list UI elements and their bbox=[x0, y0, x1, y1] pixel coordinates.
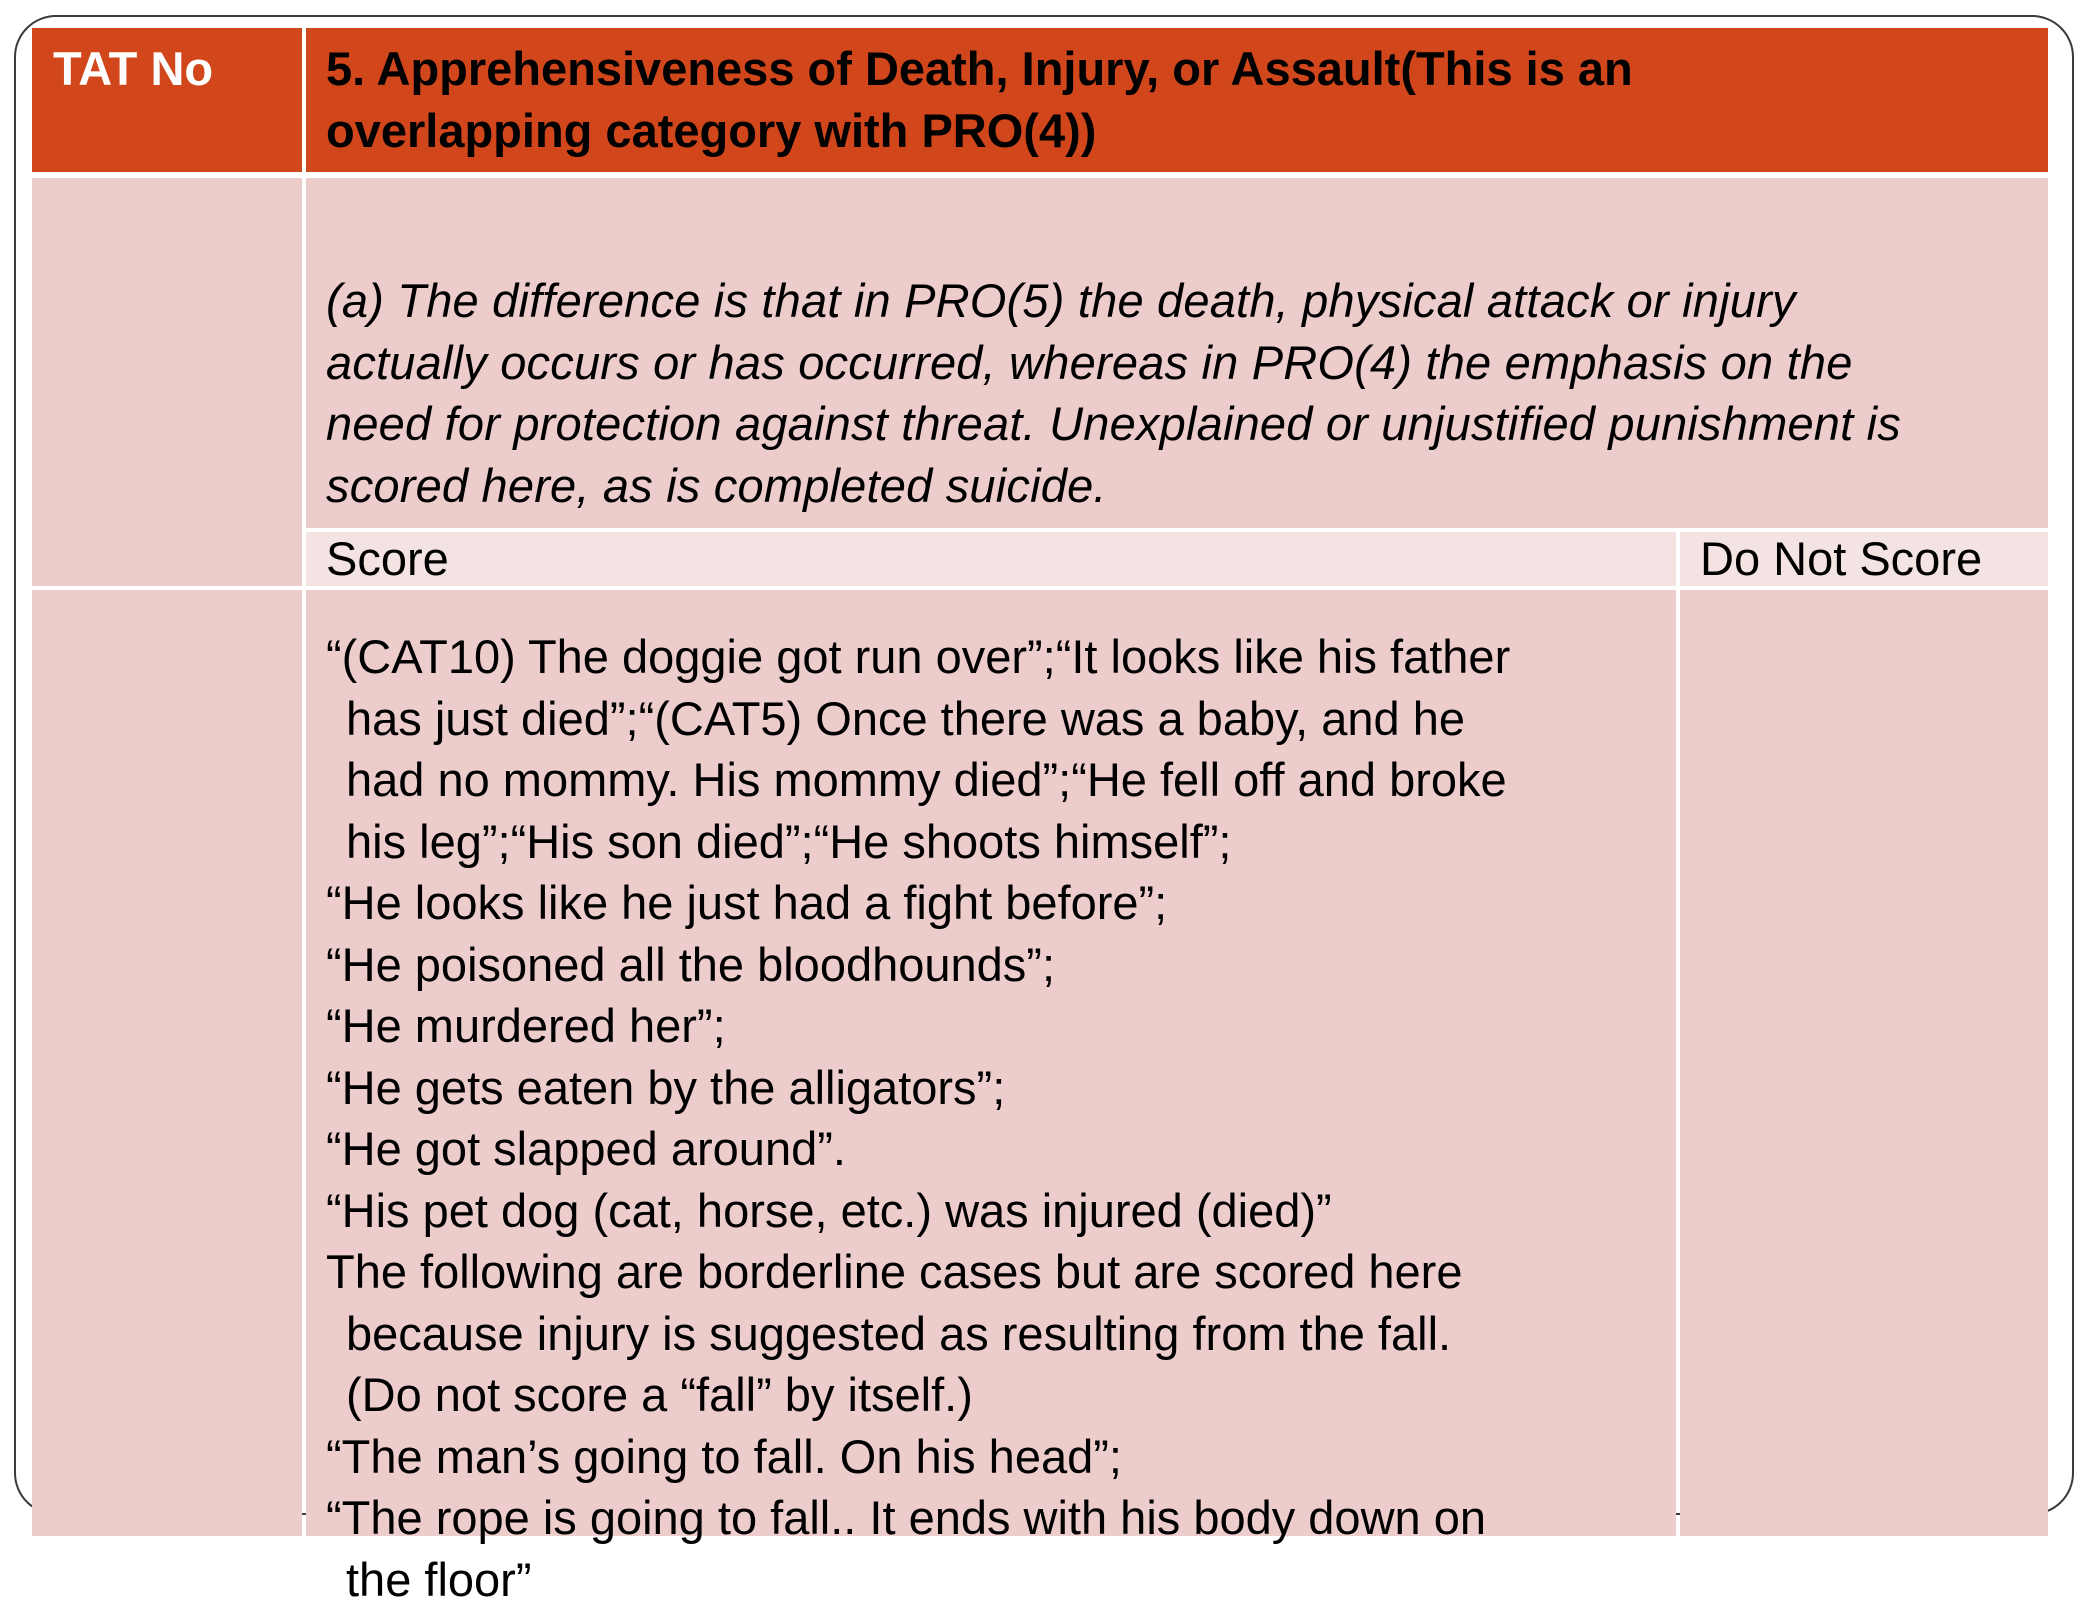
description-text bbox=[326, 270, 2048, 516]
score-column-header bbox=[306, 532, 1676, 586]
score-line: The following are borderline cases but are scored here bbox=[326, 1241, 1676, 1303]
score-line: “He gets eaten by the alligators”; bbox=[326, 1057, 1676, 1119]
header-cell-title bbox=[306, 28, 2048, 172]
score-line: “His pet dog (cat, horse, etc.) was injured (died)” bbox=[326, 1180, 1676, 1242]
description-line: scored here, as is completed suicide. bbox=[326, 455, 2048, 517]
score-line: has just died”;“(CAT5) Once there was a baby, and he bbox=[326, 688, 1676, 750]
tat-no-label: TAT No bbox=[53, 42, 213, 95]
description-cell bbox=[306, 178, 2048, 528]
do-not-score-examples-cell bbox=[1680, 590, 2048, 1536]
scoring-table bbox=[32, 28, 2048, 1536]
do-not-score-column-header bbox=[1680, 532, 2048, 586]
description-line: actually occurs or has occurred, whereas in PRO(4) the emphasis on the bbox=[326, 332, 2048, 394]
score-line: (Do not score a “fall” by itself.) bbox=[326, 1364, 1676, 1426]
header-cell-tat bbox=[32, 28, 302, 172]
score-examples-text bbox=[326, 626, 1676, 1610]
description-line: (a) The difference is that in PRO(5) the death, physical attack or injury bbox=[326, 270, 2048, 332]
tat-cell-empty-1 bbox=[32, 178, 302, 586]
score-label: Score bbox=[326, 532, 449, 585]
score-line: the floor” bbox=[326, 1549, 1676, 1610]
score-line: “(CAT10) The doggie got run over”;“It looks like his father bbox=[326, 626, 1676, 688]
score-line: his leg”;“His son died”;“He shoots himself”; bbox=[326, 811, 1676, 873]
category-title-line-2: overlapping category with PRO(4)) bbox=[326, 100, 2048, 162]
score-line: “The man’s going to fall. On his head”; bbox=[326, 1426, 1676, 1488]
score-line: “He looks like he just had a fight before”; bbox=[326, 872, 1676, 934]
score-examples-cell bbox=[306, 590, 1676, 1536]
score-line: “He got slapped around”. bbox=[326, 1118, 1676, 1180]
score-line: had no mommy. His mommy died”;“He fell off and broke bbox=[326, 749, 1676, 811]
do-not-score-label: Do Not Score bbox=[1700, 532, 1982, 585]
score-line: “He murdered her”; bbox=[326, 995, 1676, 1057]
score-line: because injury is suggested as resulting from the fall. bbox=[326, 1303, 1676, 1365]
score-line: “The rope is going to fall.. It ends with his body down on bbox=[326, 1487, 1676, 1549]
score-line: “He poisoned all the bloodhounds”; bbox=[326, 934, 1676, 996]
tat-cell-empty-2 bbox=[32, 590, 302, 1536]
description-line: need for protection against threat. Unexplained or unjustified punishment is bbox=[326, 393, 2048, 455]
category-title-line-1: 5. Apprehensiveness of Death, Injury, or Assault(This is an bbox=[326, 38, 2048, 100]
